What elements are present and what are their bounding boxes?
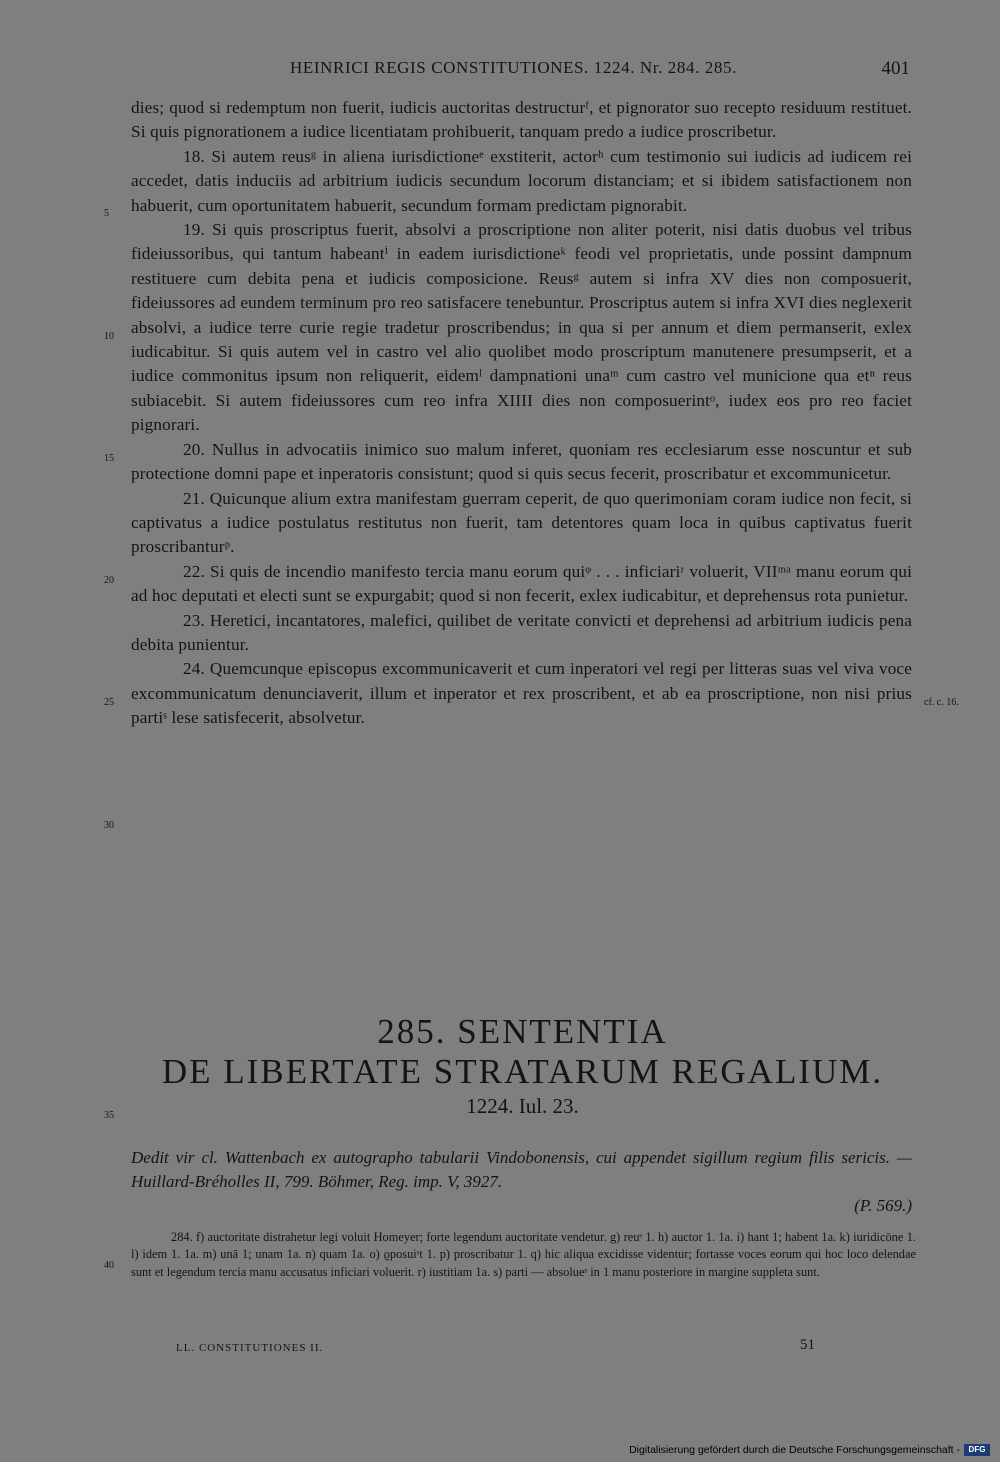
page-header bbox=[0, 58, 1000, 84]
main-text bbox=[131, 96, 912, 731]
credit-text: Digitalisierung gefördert durch die Deutsche Forschungsgemeinschaft - bbox=[629, 1444, 960, 1456]
running-title: HEINRICI REGIS CONSTITUTIONES. 1224. Nr. 284. 285. bbox=[290, 58, 737, 77]
apparatus-notes: 284. f) auctoritate distrahetur legi voluit Homeyer; forte legendum auctoritate vendetur. g) reuˢ 1. h) auctor 1. 1a. i) hant 1; habent 1a. k) iuridicōne 1. l) idem 1. 1a. m) unā 1; unam 1a. n) quam 1a. o) ϱposuiˢt 1. p) proscribatur 1. q) hic aliqua excidisse videntur; fortasse voces eorum qui hoc loco delendae sunt et legendum tercia manu accusatus inficiari voluerit. r) iustitiam 1a. s) parti — absolueˢ in 1 manu posteriore in margine suppleta sunt. bbox=[131, 1230, 916, 1279]
collection-signature: LL. CONSTITUTIONES II. bbox=[176, 1342, 324, 1354]
paragraph-20: 20. Nullus in advocatiis inimico suo malum inferet, quoniam res ecclesiarum esse noscuntur et sub protectione domni pape et inperatoris consistunt; quod si quis secus fecerit, proscribatur et excommunicetur. bbox=[131, 439, 912, 484]
paragraph-18: 18. Si autem reusᵍ in aliena iurisdictioneᵉ exstiterit, actorʰ cum testimonio sui iudicis ad iudicem rei accedet, datis induciis ad arbitrium iudicis secundum locorum distanciam; et si ibidem satisfactionem non habuerit, cum oportunitatem habuerit, secundum formam predictam pignorabit. bbox=[131, 146, 912, 215]
paragraph-22: 22. Si quis de incendio manifesto tercia manu eorum quiᵠ . . . inficiariʳ voluerit, VIIᵐᵃ manu eorum qui ad hoc deputati et electi sunt se expurgabit; quod si non fecerit, exlex iudicabitur, et deprehensus rota punietur. bbox=[131, 561, 912, 606]
line-number: 20 bbox=[104, 575, 114, 586]
line-number: 5 bbox=[104, 208, 109, 219]
line-number: 25 bbox=[104, 697, 114, 708]
paragraph-23: 23. Heretici, incantatores, malefici, quilibet de veritate convicti et deprehensi ad arbitrium iudicis pena debita punientur. bbox=[131, 610, 912, 654]
paragraph-continued: dies; quod si redemptum non fuerit, iudicis auctoritas destructurᶠ, et pignorator suo recepto residuum restituet. Si quis pignorationem a iudice licentiatam prohibuerit, tanquam predo a iudice proscribetur. bbox=[131, 98, 912, 142]
line-number: 10 bbox=[104, 331, 114, 342]
source-note: Dedit vir cl. Wattenbach ex autographo tabularii Vindobonensis, cui appendet sigillum regium filis sericis. — Huillard-Bréholles II, 799. Böhmer, Reg. imp. V, 3927. bbox=[131, 1148, 912, 1191]
critical-apparatus bbox=[131, 1229, 916, 1281]
line-number: 15 bbox=[104, 453, 114, 464]
source-reference: (P. 569.) bbox=[854, 1196, 912, 1215]
line-number: 40 bbox=[104, 1260, 114, 1271]
sheet-signature: 51 bbox=[800, 1337, 815, 1353]
line-number: 30 bbox=[104, 820, 114, 831]
document-title: DE LIBERTATE STRATARUM REGALIUM. bbox=[161, 1052, 884, 1091]
paragraph-24: 24. Quemcunque episcopus excommunicaverit et cum inperatori vel regi per litteras suas vel viva voce excommunicatum denunciaverit, illum et inperator et rex proscribent, et ab ea proscriptione, non nisi prius partiˢ lese satisfecerit, absolvetur. bbox=[131, 659, 912, 728]
document-number-title: 285. SENTENTIA bbox=[377, 1012, 668, 1051]
document-date: 1224. Iul. 23. bbox=[466, 1094, 579, 1118]
paragraph-19: 19. Si quis proscriptus fuerit, absolvi a proscriptione non aliter poterit, nisi datis duobus vel tribus fideiussoribus, qui tantum habeantⁱ in eadem iurisdictioneᵏ feodi vel proprietatis, unde possint dampnum restituere cum debita pena et iudicis composicione. Reusᵍ autem si infra XV dies non composuerit, fideiussores ad eundem terminum pro reo satisfacere tenebuntur. Proscriptus autem si infra XVI dies neglexerit absolvi, a iudice terre curie regie tradetur proscribendus; in qua si per annum et diem permanserit, exlex iudicabitur. Si quis autem vel in castro vel alio quolibet modo proscriptum manutenere presumpserit, et a iudice commonitus ipsum non reliquerit, eidemˡ dampnationi unaᵐ cum castro vel municione qua etⁿ reus subiacebit. Si autem fideiussores cum reo infra XIIII dies non composuerintᵒ, iudex eos pro reo faciet pignorari. bbox=[131, 220, 912, 435]
paragraph-21: 21. Quicunque alium extra manifestam guerram ceperit, de quo querimoniam coram iudice non fecit, si captivatus a iudice postulatus restitutus non fuerit, tam detentores quam loca in quibus captivatus fuerit proscribanturᵖ. bbox=[131, 488, 912, 557]
margin-note: cf. c. 16. bbox=[924, 697, 959, 708]
digitization-credit bbox=[629, 1444, 990, 1456]
dfg-logo: DFG bbox=[964, 1444, 990, 1456]
line-number: 35 bbox=[104, 1110, 114, 1121]
page-number: 401 bbox=[881, 58, 910, 79]
